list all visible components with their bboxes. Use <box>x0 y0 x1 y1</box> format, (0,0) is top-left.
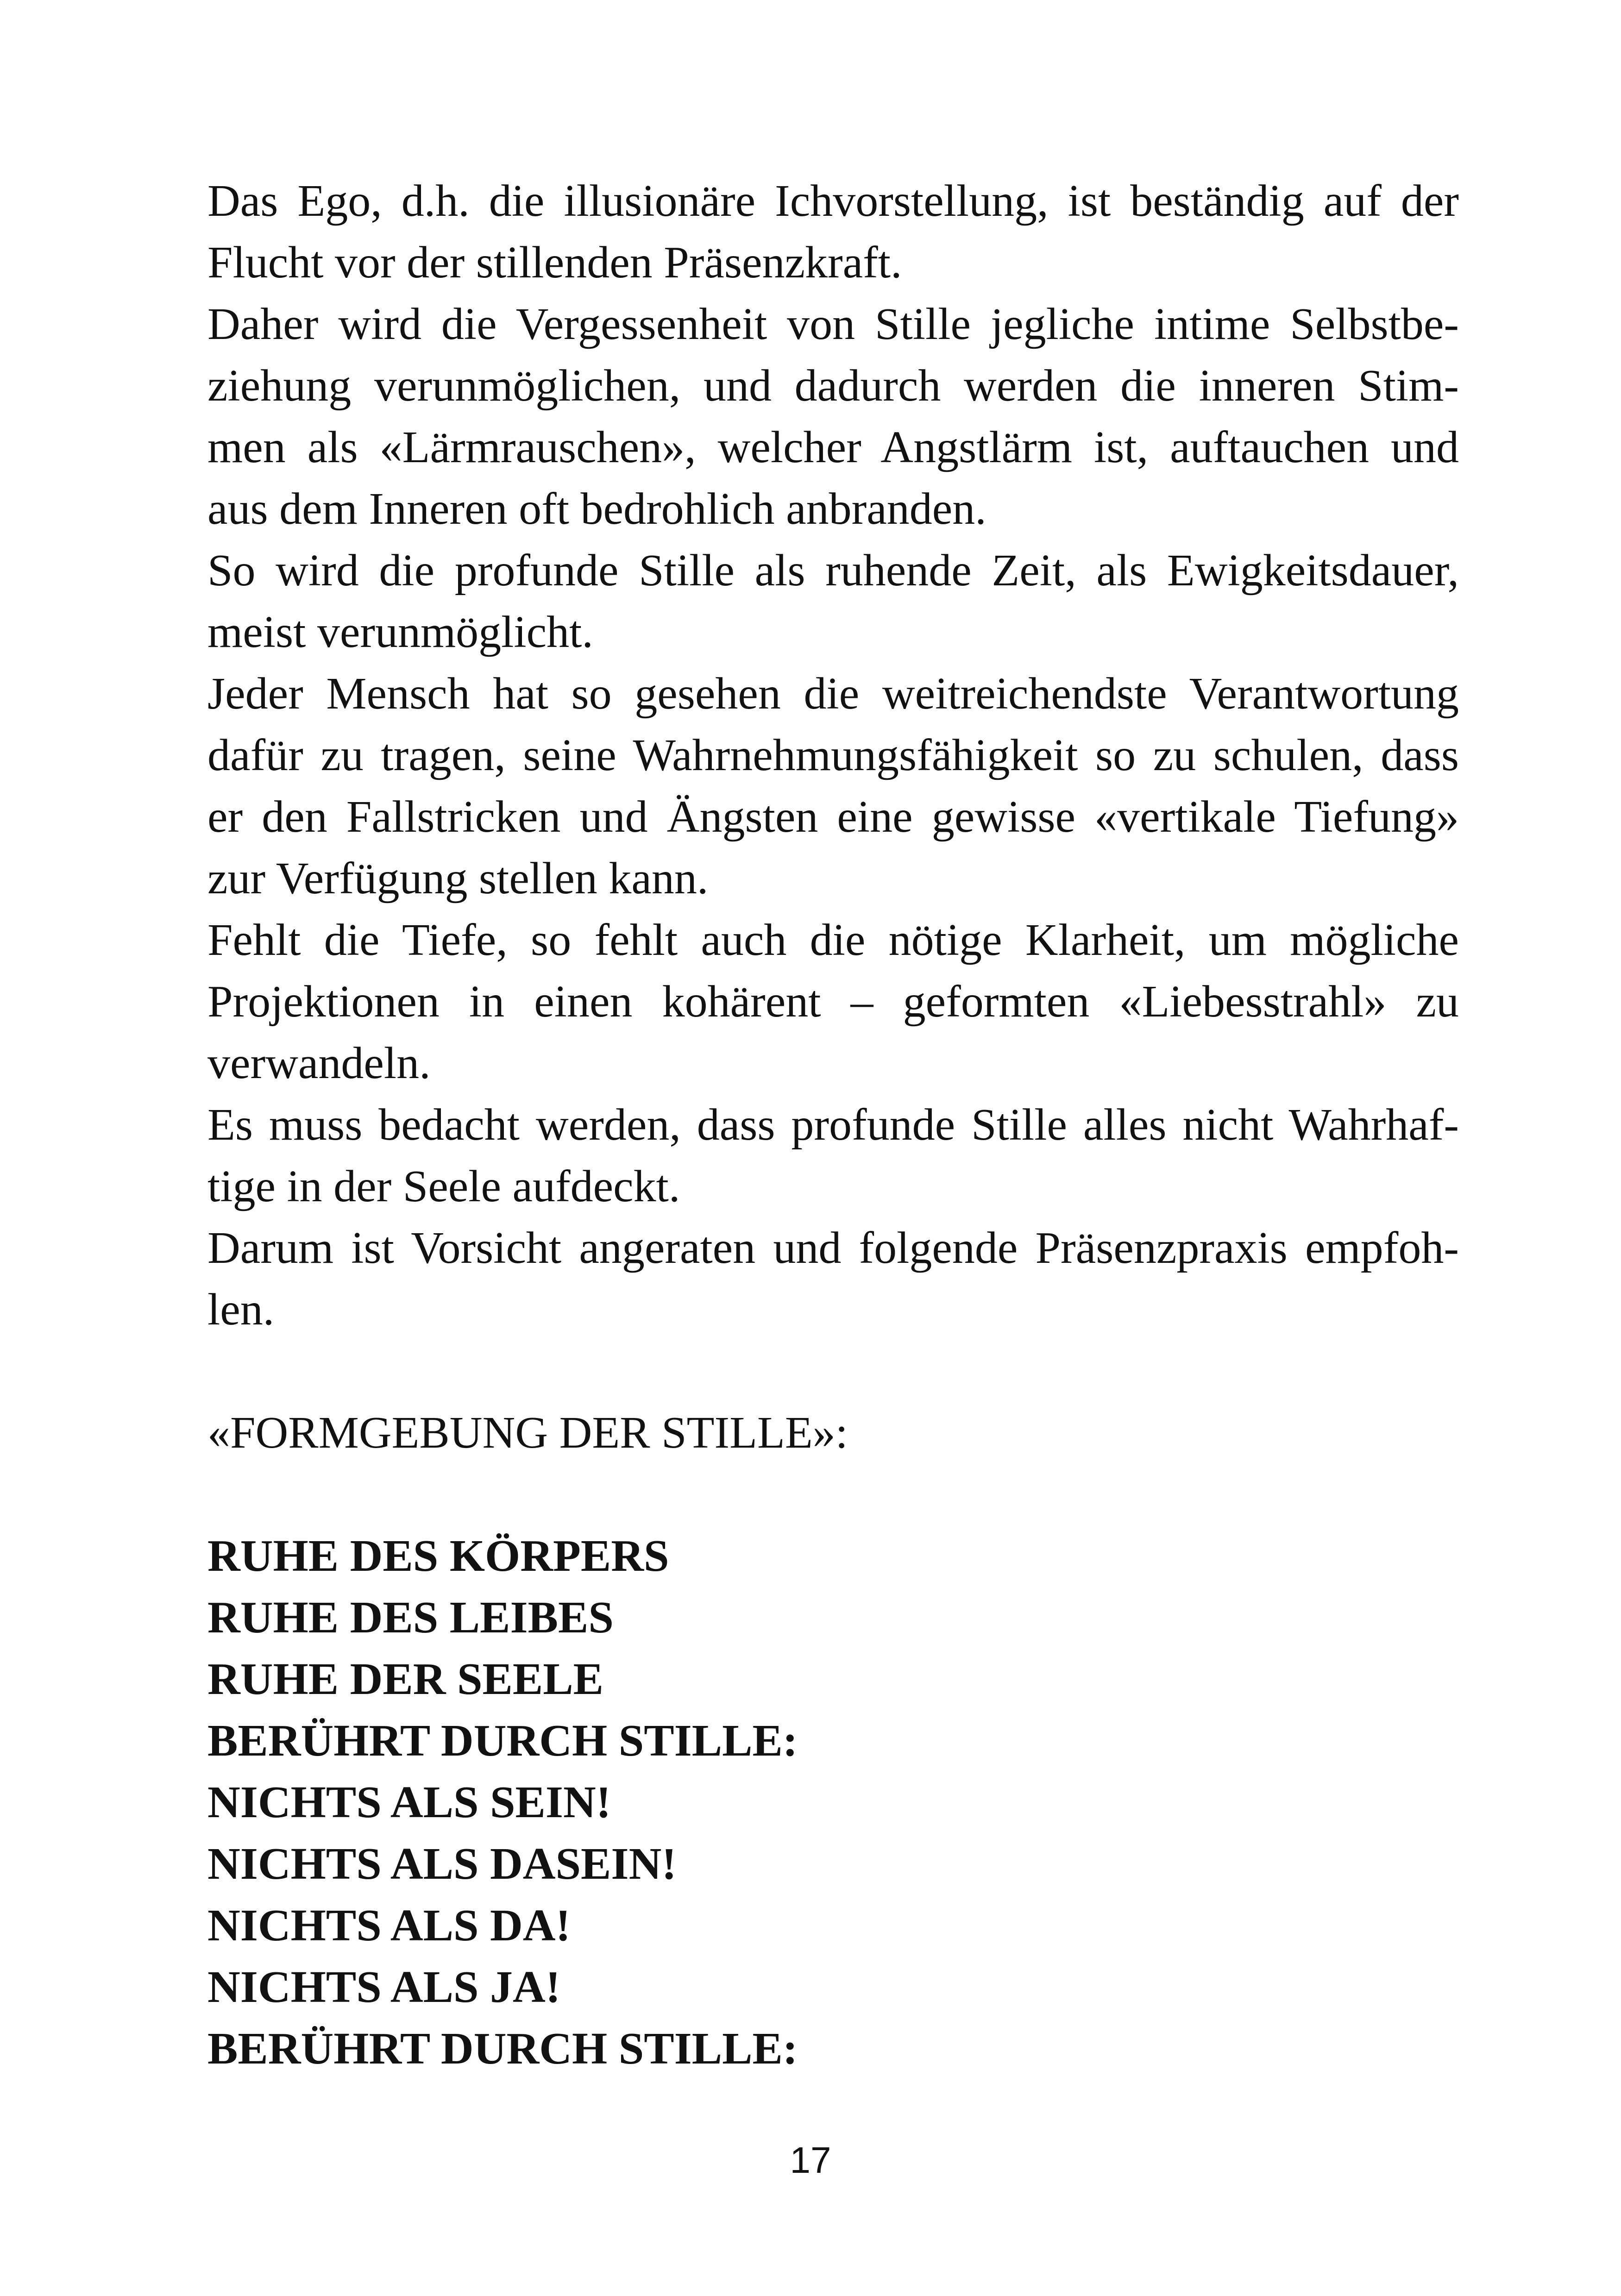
paragraph-line: Projektionen in einen kohärent – geformten «Liebesstrahl» zu <box>207 977 1459 1027</box>
paragraph-line: Daher wird die Vergessenheit von Stille jegliche intime Selbstbe- <box>207 299 1459 349</box>
paragraph-line: men als «Lärmrauschen», welcher Angstlärm ist, auftauchen und <box>207 422 1459 472</box>
paragraph-line: er den Fallstricken und Ängsten eine gewisse «vertikale Tiefung» <box>207 792 1459 842</box>
paragraph-line: len. <box>207 1285 275 1335</box>
paragraph-line: tige in der Seele aufdeckt. <box>207 1161 680 1211</box>
paragraph-line: Fehlt die Tiefe, so fehlt auch die nötige Klarheit, um mögliche <box>207 915 1459 965</box>
paragraph-line: dafür zu tragen, seine Wahrnehmungsfähigkeit so zu schulen, dass <box>207 730 1459 780</box>
practice-line: NICHTS ALS SEIN! <box>207 1777 611 1827</box>
paragraph-line: ziehung verunmöglichen, und dadurch werden die inneren Stim- <box>207 361 1459 411</box>
blank-line <box>207 1464 1459 1525</box>
practice-line: RUHE DER SEELE <box>207 1654 604 1704</box>
paragraph-line: Darum ist Vorsicht angeraten und folgende Präsenzpraxis empfoh- <box>207 1223 1459 1273</box>
paragraph-line: Es muss bedacht werden, dass profunde Stille alles nicht Wahrhaf- <box>207 1100 1459 1150</box>
practice-line: NICHTS ALS DASEIN! <box>207 1839 677 1889</box>
practice-block <box>207 1525 1459 2080</box>
paragraph-line: Jeder Mensch hat so gesehen die weitreichendste Verantwortung <box>207 669 1459 719</box>
paragraph-line: aus dem Inneren oft bedrohlich anbranden. <box>207 484 986 534</box>
section-heading: «FORMGEBUNG DER STILLE»: <box>207 1408 848 1458</box>
practice-line: RUHE DES KÖRPERS <box>207 1531 669 1581</box>
practice-line: BERÜHRT DURCH STILLE: <box>207 2024 798 2074</box>
page-number: 17 <box>790 2139 831 2181</box>
text-block <box>207 170 1459 2080</box>
paragraph-line: Das Ego, d.h. die illusionäre Ichvorstellung, ist beständig auf der <box>207 176 1459 226</box>
paragraph-line: zur Verfügung stellen kann. <box>207 853 709 903</box>
paragraph-line: So wird die profunde Stille als ruhende Zeit, als Ewigkeitsdauer, <box>207 546 1459 596</box>
practice-line: NICHTS ALS JA! <box>207 1962 561 2012</box>
paragraph-line: verwandeln. <box>207 1038 431 1088</box>
practice-line: NICHTS ALS DA! <box>207 1901 571 1951</box>
practice-line: BERÜHRT DURCH STILLE: <box>207 1716 798 1766</box>
blank-line <box>207 1341 1459 1402</box>
paragraph-line: Flucht vor der stillenden Präsenzkraft. <box>207 238 902 288</box>
paragraph-line: meist verunmöglicht. <box>207 607 593 657</box>
practice-line: RUHE DES LEIBES <box>207 1593 614 1643</box>
